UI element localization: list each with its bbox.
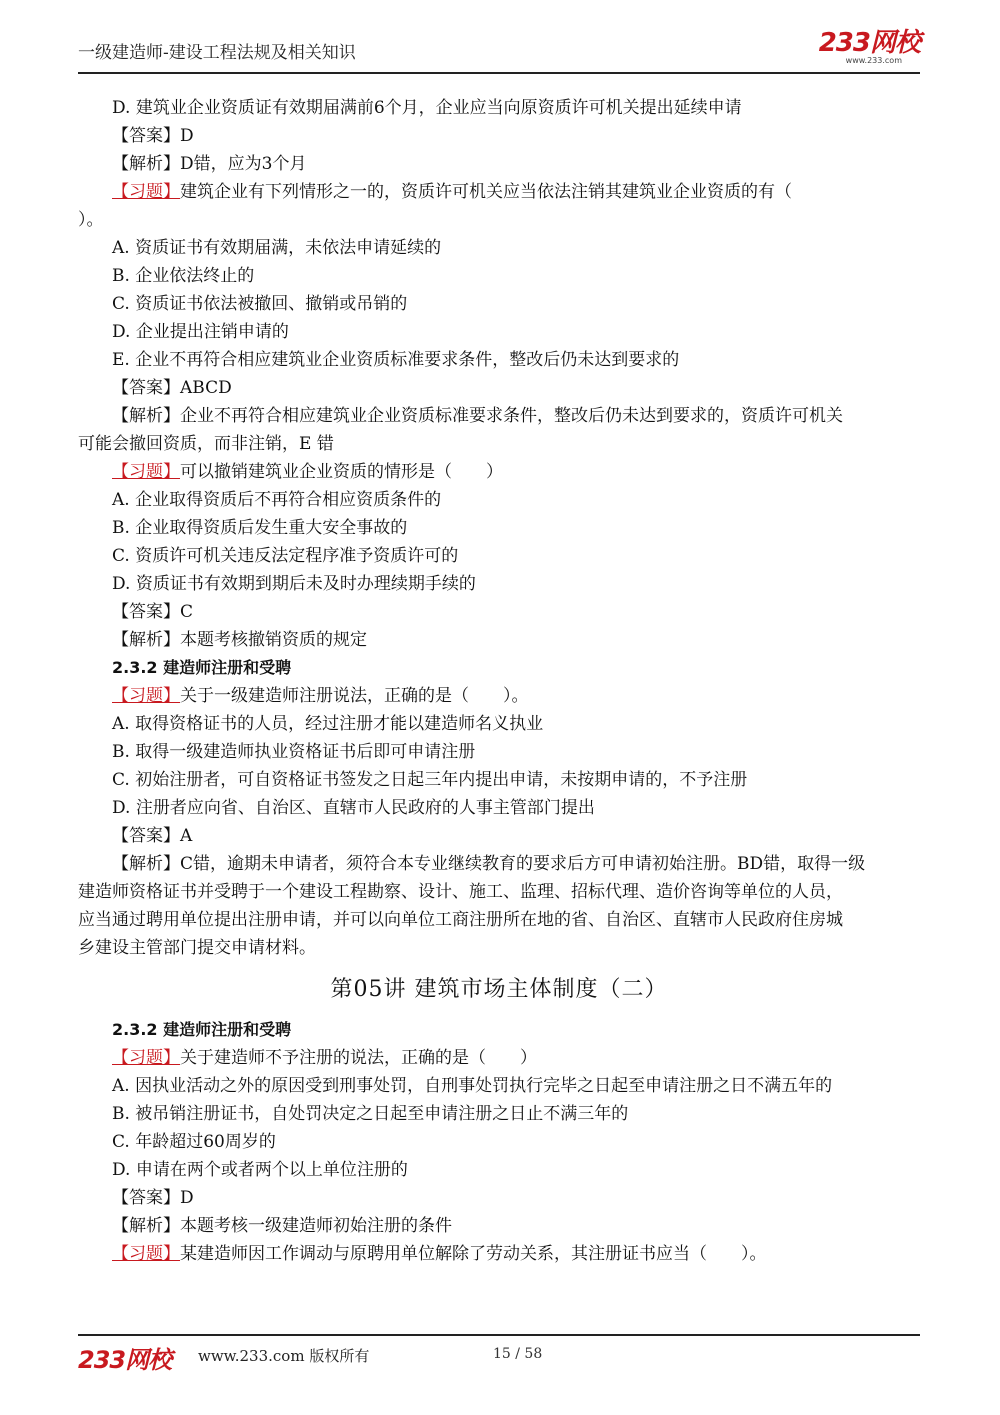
line-text: 乡建设主管部门提交申请材料。 (78, 938, 316, 958)
text-line (78, 1156, 920, 1184)
text-line (78, 1044, 920, 1072)
line-text: D (180, 1188, 194, 1208)
line-text: D. 资质证书有效期到期后未及时办理续期手续的 (112, 574, 476, 594)
line-text: 2.3.2 建造师注册和受聘 (112, 1020, 292, 1039)
footer-logo: 233网校 (78, 1346, 172, 1374)
line-text: C. 资质证书依法被撤回、撤销或吊销的 (112, 294, 408, 314)
line-text: A. 因执业活动之外的原因受到刑事处罚，自刑事处罚执行完毕之日起至申请注册之日不满五年的 (112, 1076, 833, 1096)
text-line (78, 1100, 920, 1128)
line-text: B. 企业取得资质后发生重大安全事故的 (112, 518, 408, 538)
text-line (78, 654, 920, 682)
line-text: D. 建筑业企业资质证有效期届满前6个月，企业应当向原资质许可机关提出延续申请 (112, 98, 742, 118)
label-tag: 【答案】 (112, 826, 180, 846)
text-line (78, 150, 920, 178)
line-text: C (180, 602, 194, 622)
line-text: B. 企业依法终止的 (112, 266, 255, 286)
text-line (78, 402, 920, 430)
page-content (78, 94, 920, 1268)
line-text: A (180, 826, 193, 846)
exercise-tag: 【习题】 (112, 1244, 180, 1264)
text-line (78, 1184, 920, 1212)
text-line (78, 1072, 920, 1100)
label-tag: 【答案】 (112, 1188, 180, 1208)
header-divider (78, 72, 920, 74)
document-title: 一级建造师-建设工程法规及相关知识 (78, 43, 356, 63)
line-text: 本题考核一级建造师初始注册的条件 (180, 1216, 452, 1236)
line-text: D. 注册者应向省、自治区、直辖市人民政府的人事主管部门提出 (112, 798, 595, 818)
line-text: ABCD (180, 378, 232, 398)
text-line (78, 430, 920, 458)
label-tag: 【解析】 (112, 1216, 180, 1236)
exercise-block-1 (78, 94, 920, 962)
text-line (78, 542, 920, 570)
text-line (78, 374, 920, 402)
line-text: D (180, 126, 194, 146)
text-line (78, 234, 920, 262)
page-number: 15 / 58 (493, 1346, 543, 1362)
line-text: E. 企业不再符合相应建筑业企业资质标准要求条件，整改后仍未达到要求的 (112, 350, 680, 370)
text-line (78, 514, 920, 542)
text-line (78, 878, 920, 906)
text-line (78, 906, 920, 934)
page-header (78, 30, 920, 70)
text-line (78, 122, 920, 150)
line-text: 2.3.2 建造师注册和受聘 (112, 658, 292, 677)
line-text: 建造师资格证书并受聘于一个建设工程勘察、设计、施工、监理、招标代理、造价咨询等单位的人员， (78, 882, 843, 902)
text-line (78, 346, 920, 374)
line-text: D. 企业提出注销申请的 (112, 322, 289, 342)
footer-divider (78, 1334, 920, 1336)
label-tag: 【答案】 (112, 126, 180, 146)
text-line (78, 290, 920, 318)
logo-text: 233网校 (818, 28, 920, 58)
text-line (78, 1212, 920, 1240)
text-line (78, 262, 920, 290)
line-text: 可能会撤回资质，而非注销，E 错 (78, 434, 334, 454)
exercise-block-2 (78, 1016, 920, 1268)
line-text: C. 年龄超过60周岁的 (112, 1132, 276, 1152)
line-text: C错，逾期未申请者，须符合本专业继续教育的要求后方可申请初始注册。BD错，取得一级 (180, 854, 866, 874)
line-text: 应当通过聘用单位提出注册申请，并可以向单位工商注册所在地的省、自治区、直辖市人民政府住房城 (78, 910, 843, 930)
line-text: 本题考核撤销资质的规定 (180, 630, 367, 650)
exercise-tag: 【习题】 (112, 462, 180, 482)
text-line (78, 794, 920, 822)
text-line (78, 598, 920, 626)
exercise-tag: 【习题】 (112, 182, 180, 202)
exercise-tag: 【习题】 (112, 686, 180, 706)
line-text: D错，应为3个月 (180, 154, 307, 174)
text-line (78, 822, 920, 850)
text-line (78, 1016, 920, 1044)
text-line (78, 934, 920, 962)
line-text: 可以撤销建筑业企业资质的情形是（ ） (180, 462, 503, 482)
text-line (78, 570, 920, 598)
text-line (78, 458, 920, 486)
line-text: 建筑企业有下列情形之一的，资质许可机关应当依法注销其建筑业企业资质的有（ (180, 182, 792, 202)
label-tag: 【答案】 (112, 602, 180, 622)
line-text: A. 取得资格证书的人员，经过注册才能以建造师名义执业 (112, 714, 544, 734)
logo-url: www.233.com (845, 56, 902, 65)
page-footer (78, 1340, 920, 1374)
label-tag: 【解析】 (112, 406, 180, 426)
line-text: A. 资质证书有效期届满，未依法申请延续的 (112, 238, 442, 258)
text-line (78, 738, 920, 766)
line-text: 企业不再符合相应建筑业企业资质标准要求条件，整改后仍未达到要求的，资质许可机关 (180, 406, 843, 426)
line-text: 某建造师因工作调动与原聘用单位解除了劳动关系，其注册证书应当（ ）。 (180, 1244, 767, 1264)
text-line (78, 766, 920, 794)
line-text: A. 企业取得资质后不再符合相应资质条件的 (112, 490, 442, 510)
text-line (78, 626, 920, 654)
line-text: 关于一级建造师注册说法，正确的是（ ）。 (180, 686, 529, 706)
line-text: 关于建造师不予注册的说法，正确的是（ ） (180, 1048, 537, 1068)
text-line (78, 710, 920, 738)
lecture-title: 第05讲 建筑市场主体制度（二） (330, 977, 668, 1002)
text-line (78, 1240, 920, 1268)
line-text: C. 初始注册者，可自资格证书签发之日起三年内提出申请，未按期申请的，不予注册 (112, 770, 748, 790)
text-line (78, 318, 920, 346)
line-text: B. 取得一级建造师执业资格证书后即可申请注册 (112, 742, 476, 762)
label-tag: 【解析】 (112, 854, 180, 874)
brand-logo (819, 30, 920, 66)
label-tag: 【答案】 (112, 378, 180, 398)
text-line (78, 1128, 920, 1156)
exercise-tag: 【习题】 (112, 1048, 180, 1068)
label-tag: 【解析】 (112, 630, 180, 650)
text-line (78, 682, 920, 710)
line-text: C. 资质许可机关违反法定程序准予资质许可的 (112, 546, 459, 566)
text-line (78, 206, 920, 234)
text-line (78, 94, 920, 122)
footer-copyright: www.233.com 版权所有 (198, 1347, 370, 1365)
line-text: ）。 (78, 210, 104, 230)
line-text: B. 被吊销注册证书，自处罚决定之日起至申请注册之日止不满三年的 (112, 1104, 629, 1124)
text-line (78, 486, 920, 514)
line-text: D. 申请在两个或者两个以上单位注册的 (112, 1160, 408, 1180)
label-tag: 【解析】 (112, 154, 180, 174)
text-line (78, 178, 920, 206)
text-line (78, 850, 920, 878)
